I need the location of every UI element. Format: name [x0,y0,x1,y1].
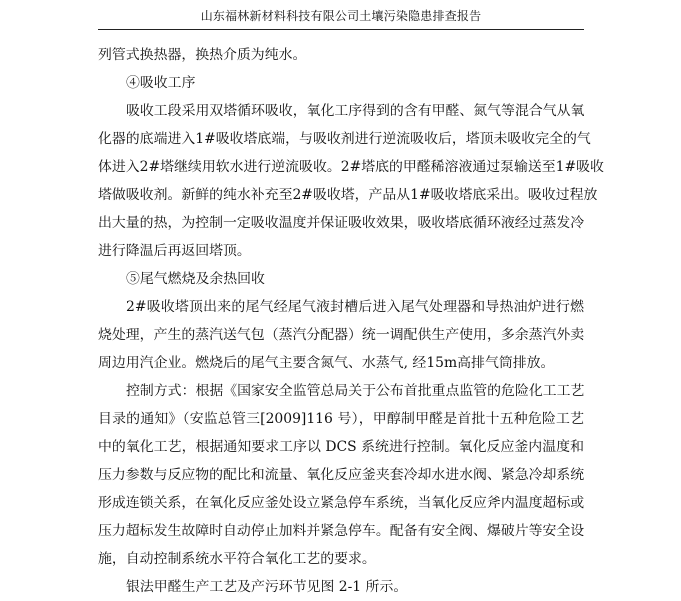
body-text-line: 压力超标发生故障时自动停止加料并紧急停车。配备有安全阀、爆破片等安全设 [98,523,585,539]
body-text-line: 周边用汽企业。燃烧后的尾气主要含氮气、水蒸气, 经15m高排气筒排放。 [98,355,555,371]
body-text-line: 施，自动控制系统水平符合氧化工艺的要求。 [98,551,376,567]
body-text-line: 银法甲醛生产工艺及产污环节见图 2-1 所示。 [126,579,408,595]
section-heading: ⑤尾气燃烧及余热回收 [126,271,265,287]
body-text-line: 进行降温后再返回塔顶。 [98,243,251,259]
body-text-line: 化器的底端进入1#吸收塔底端，与吸收剂进行逆流吸收后，塔顶未吸收完全的气 [98,131,591,147]
page-header: 山东福林新材料科技有限公司土壤污染隐患排查报告 [200,9,482,23]
body-text-line: 体进入2#塔继续用软水进行逆流吸收。2#塔底的甲醛稀溶液通过泵输送至1#吸收 [98,159,604,175]
body-text-line: 压力参数与反应物的配比和流量、氧化反应釜夹套冷却水进水阀、紧急冷却系统 [98,467,585,483]
body-text-line: 塔做吸收剂。新鲜的纯水补充至2#吸收塔，产品从1#吸收塔底采出。吸收过程放 [98,187,598,203]
body-text-line: 吸收工段采用双塔循环吸收，氧化工序得到的含有甲醛、氮气等混合气从氧 [126,103,585,119]
body-text-line: 目录的通知》（安监总管三[2009]116 号），甲醇制甲醛是首批十五种危险工艺 [98,411,584,427]
body-text-line: 2#吸收塔顶出来的尾气经尾气液封槽后进入尾气处理器和导热油炉进行燃 [126,299,584,315]
body-text-line: 烧处理，产生的蒸汽送气包（蒸汽分配器）统一调配供生产使用，多余蒸汽外卖 [98,327,585,343]
body-text-line: 列管式换热器，换热介质为纯水。 [98,47,307,63]
body-text-line: 出大量的热，为控制一定吸收温度并保证吸收效果，吸收塔底循环液经过蒸发冷 [98,215,585,231]
body-text-line: 控制方式：根据《国家安全监管总局关于公布首批重点监管的危险化工工艺 [126,383,585,399]
section-heading: ④吸收工序 [126,75,196,91]
body-text-line: 中的氧化工艺，根据通知要求工序以 DCS 系统进行控制。氧化反应釜内温度和 [98,439,584,455]
body-text-line: 形成连锁关系，在氧化反应釜处设立紧急停车系统，当氧化反应斧内温度超标或 [98,495,585,511]
header-divider [98,29,584,30]
